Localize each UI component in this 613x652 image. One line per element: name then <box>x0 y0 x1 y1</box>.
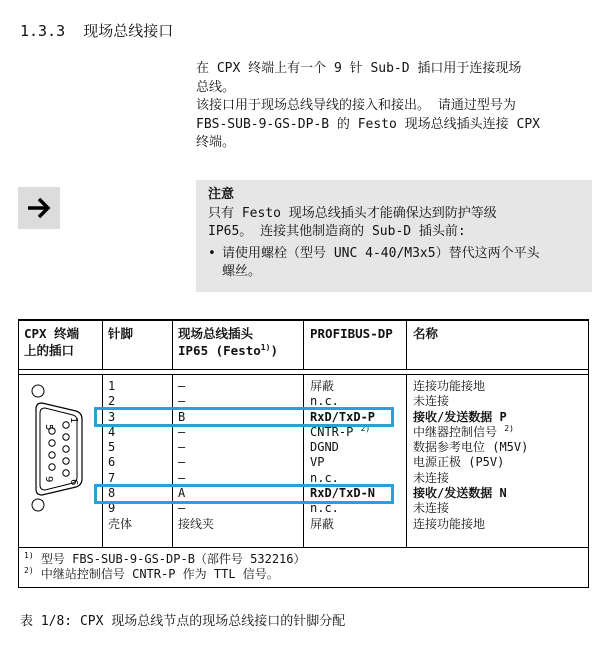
plug-cell: – <box>178 394 186 409</box>
name-cell: 未连接 <box>413 501 450 516</box>
profibus-column <box>310 379 375 532</box>
profibus-cell: RxD/TxD-N <box>310 486 376 501</box>
plug-cell: 接线夹 <box>178 516 215 531</box>
profibus-cell: VP <box>310 455 325 470</box>
header-cpx-port: CPX 终端 上的插口 <box>24 326 80 358</box>
note-line: 只有 Festo 现场总线插头才能确保达到防护等级 <box>208 205 497 221</box>
pin-column <box>108 379 132 532</box>
plug-cell: – <box>178 455 186 470</box>
profibus-cell: DGND <box>310 440 339 455</box>
plug-cell: – <box>178 379 186 393</box>
pin-cell: 6 <box>108 455 116 470</box>
plug-column <box>178 379 214 532</box>
plug-cell: B <box>178 409 186 424</box>
profibus-cell: n.c. <box>310 470 339 485</box>
plug-cell: A <box>178 486 186 501</box>
pin-cell: 1 <box>108 379 116 393</box>
name-cell: 未连接 <box>413 470 450 485</box>
connector-label-9: 9 <box>43 476 54 483</box>
pin-cell: 9 <box>108 501 116 516</box>
intro-line: 总线。 <box>196 79 236 95</box>
footnote-2: $^{2)}$ 中继站控制信号 CNTR-P 作为 TTL 信号。 <box>24 566 279 581</box>
connector-label-6: 6 <box>68 479 79 486</box>
name-cell: 接收/发送数据 P <box>413 409 507 424</box>
pin-cell: 7 <box>108 470 116 485</box>
intro-line: 在 CPX 终端上有一个 9 针 Sub-D 插口用于连接现场 <box>196 61 522 76</box>
intro-line: FBS-SUB-9-GS-DP-B 的 Festo 现场总线插头连接 CPX <box>196 116 540 132</box>
profibus-cell: 屏蔽 <box>310 516 335 531</box>
table-caption: 表 1/8: CPX 现场总线节点的现场总线接口的针脚分配 <box>20 614 346 629</box>
intro-paragraph <box>196 60 586 153</box>
pin-cell: 2 <box>108 394 116 409</box>
plug-cell: – <box>178 470 186 485</box>
footnotes <box>24 552 306 582</box>
arrow-right-icon <box>26 196 52 220</box>
plug-cell: – <box>178 440 186 455</box>
name-cell: 电源正极 (P5V) <box>413 455 505 470</box>
note-bullet-text-cont: 螺丝。 <box>222 264 262 279</box>
connector-label-5: 5 <box>43 424 54 431</box>
name-cell: 连接功能接地 <box>413 516 486 531</box>
pin-cell: 3 <box>108 409 116 424</box>
plug-cell: – <box>178 424 186 439</box>
section-title <box>20 20 173 41</box>
highlight-row-3 <box>94 407 394 427</box>
pin-cell: 8 <box>108 486 116 501</box>
pin-cell: 4 <box>108 424 116 439</box>
profibus-cell: 屏蔽 <box>310 379 335 393</box>
profibus-cell: n.c. <box>310 394 339 409</box>
pin-assignment-table <box>18 319 589 589</box>
note-arrow-box <box>18 187 60 229</box>
profibus-cell: RxD/TxD-P <box>310 409 376 424</box>
note-box <box>196 180 592 292</box>
header-name: 名称 <box>413 326 439 341</box>
bullet-icon: • <box>208 245 216 261</box>
note-bullet-text: 请使用螺栓（型号 UNC 4-40/M3x5）替代这两个平头 <box>222 245 540 261</box>
profibus-cell: CNTR-P $^{2)}$ <box>310 423 371 439</box>
pin-cell: 5 <box>108 440 116 455</box>
header-profibus: PROFIBUS-DP <box>310 326 393 341</box>
intro-line: 该接口用于现场总线导线的接入和接出。 请通过型号为 <box>196 98 516 113</box>
name-cell: 中继器控制信号 $^{2)}$ <box>413 423 514 439</box>
profibus-cell: n.c. <box>310 501 339 516</box>
header-plug: 现场总线插头 IP65 (Festo$^{1)}$) <box>178 326 278 358</box>
header-pin: 针脚 <box>108 326 134 341</box>
section-heading: 现场总线接口 <box>83 22 174 40</box>
note-heading: 注意 <box>208 187 235 202</box>
pin-cell: 壳体 <box>108 516 133 531</box>
note-line: IP65。 连接其他制造商的 Sub-D 插头前: <box>208 224 466 239</box>
section-number: 1.3.3 <box>20 22 66 40</box>
name-cell: 未连接 <box>413 394 450 409</box>
name-cell: 数据参考电位 (M5V) <box>413 440 529 455</box>
highlight-row-8 <box>94 484 394 504</box>
sub-d-connector-icon <box>26 381 96 515</box>
name-cell: 接收/发送数据 N <box>413 486 507 501</box>
footnote-1: $^{1)}$ 型号 FBS-SUB-9-GS-DP-B（部件号 532216） <box>24 551 306 566</box>
intro-line: 终端。 <box>196 135 236 150</box>
connector-label-1: 1 <box>68 417 79 424</box>
name-cell: 连接功能接地 <box>413 379 486 393</box>
name-column <box>413 379 528 532</box>
plug-cell: – <box>178 501 186 516</box>
